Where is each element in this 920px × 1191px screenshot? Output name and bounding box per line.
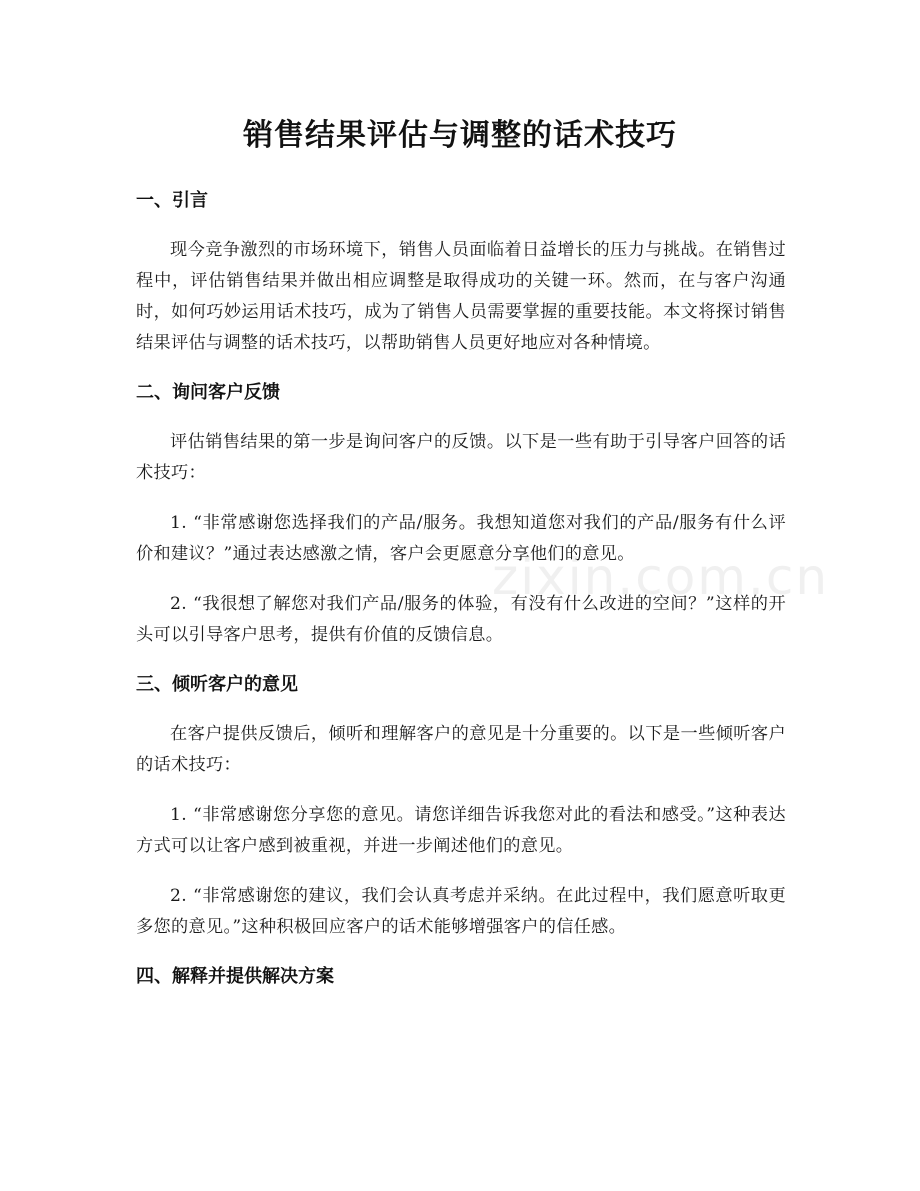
section-paragraph: 评估销售结果的第一步是询问客户的反馈。以下是一些有助于引导客户回答的话术技巧： [136, 432, 786, 483]
section-heading-solutions: 四、解释并提供解决方案 [136, 966, 334, 987]
section-heading-intro: 一、引言 [136, 190, 208, 211]
list-item: 2. “非常感谢您的建议，我们会认真考虑并采纳。在此过程中，我们愿意听取更多您的意见。”这种积极回应客户的话术能够增强客户的信任感。 [136, 886, 786, 937]
list-item: 2. “我很想了解您对我们产品/服务的体验，有没有什么改进的空间？”这样的开头可以引导客户思考，提供有价值的反馈信息。 [136, 594, 786, 645]
section-heading-ask-feedback: 二、询问客户反馈 [136, 382, 280, 403]
section-paragraph: 现今竞争激烈的市场环境下，销售人员面临着日益增长的压力与挑战。在销售过程中，评估销售结果并做出相应调整是取得成功的关键一环。然而，在与客户沟通时，如何巧妙运用话术技巧，成为了销售人员需要掌握的重要技能。本文将探讨销售结果评估与调整的话术技巧，以帮助销售人员更好地应对各种情境。 [136, 240, 786, 353]
document-title: 销售结果评估与调整的话术技巧 [243, 118, 677, 153]
section-heading-listen: 三、倾听客户的意见 [136, 674, 298, 695]
list-item: 1. “非常感谢您选择我们的产品/服务。我想知道您对我们的产品/服务有什么评价和建议？”通过表达感激之情，客户会更愿意分享他们的意见。 [136, 513, 786, 564]
document-body [136, 186, 786, 1011]
list-item: 1. “非常感谢您分享您的意见。请您详细告诉我您对此的看法和感受。”这种表达方式可以让客户感到被重视，并进一步阐述他们的意见。 [136, 805, 786, 856]
section-paragraph: 在客户提供反馈后，倾听和理解客户的意见是十分重要的。以下是一些倾听客户的话术技巧： [136, 724, 786, 775]
watermark: zixin.com.cn [492, 548, 830, 606]
